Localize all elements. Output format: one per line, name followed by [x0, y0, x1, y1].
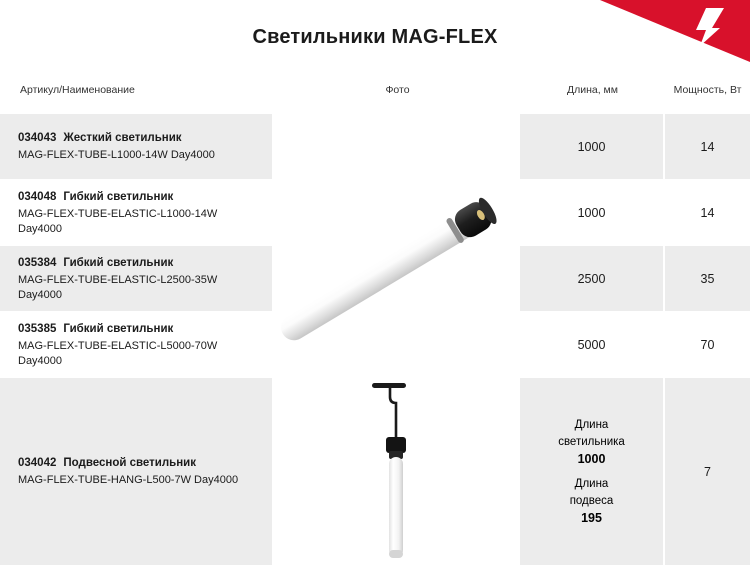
row-power-cell — [665, 180, 750, 245]
length-value-suspension: 195 — [581, 510, 602, 525]
table-header — [0, 84, 750, 114]
article-title: Гибкий светильник — [63, 256, 174, 269]
article-title: Подвесной светильник — [63, 457, 197, 469]
length-breakdown — [558, 417, 625, 527]
brand-logo — [600, 0, 750, 62]
article-title: Гибкий светильник — [63, 322, 174, 335]
row-name-cell — [0, 312, 272, 377]
table-row[interactable] — [0, 378, 750, 566]
row-name-cell — [0, 378, 272, 565]
length-label-suspension-2: подвеса — [569, 494, 614, 507]
article-code: 035385 — [18, 322, 57, 335]
row-photo-cell — [274, 312, 518, 377]
table-row[interactable] — [0, 114, 750, 180]
article-title: Гибкий светильник — [63, 190, 174, 203]
table-row[interactable] — [0, 180, 750, 246]
length-value: 1000 — [577, 139, 606, 154]
power-value: 14 — [700, 139, 715, 154]
length-value: 5000 — [577, 337, 606, 352]
row-name-cell — [0, 180, 272, 245]
length-label-fixture-2: светильника — [558, 435, 625, 448]
power-value: 7 — [704, 464, 711, 479]
table-row[interactable] — [0, 312, 750, 378]
row-photo-cell — [274, 378, 518, 565]
length-value: 1000 — [577, 205, 606, 220]
column-header-length: Длина, мм — [566, 84, 618, 96]
row-power-cell — [665, 378, 750, 565]
row-name-cell — [0, 114, 272, 179]
article-model: MAG-FLEX-TUBE-L1000-14W Day4000 — [18, 149, 215, 161]
row-photo-cell — [274, 114, 518, 179]
row-length-cell — [520, 246, 663, 311]
row-power-cell — [665, 246, 750, 311]
row-length-cell — [520, 114, 663, 179]
article-model: MAG-FLEX-TUBE-ELASTIC-L2500-35W Day4000 — [18, 273, 218, 301]
arlight-logo-icon — [684, 6, 728, 48]
row-length-cell — [520, 180, 663, 245]
row-power-cell — [665, 312, 750, 377]
power-value: 70 — [700, 337, 715, 352]
article-code: 035384 — [18, 256, 57, 269]
table-body — [0, 114, 750, 570]
length-value-fixture: 1000 — [577, 451, 606, 466]
column-header-photo: Фото — [385, 84, 410, 96]
length-label-fixture-1: Длина — [574, 418, 609, 431]
table-row[interactable] — [0, 246, 750, 312]
column-header-name: Артикул/Наименование — [20, 84, 135, 96]
row-name-cell — [0, 246, 272, 311]
article-title: Жесткий светильник — [63, 132, 182, 144]
page-title: Светильники MAG-FLEX — [252, 26, 498, 48]
article-model: MAG-FLEX-TUBE-ELASTIC-L1000-14W Day4000 — [18, 207, 218, 235]
row-power-cell — [665, 114, 750, 179]
article-model: MAG-FLEX-TUBE-HANG-L500-7W Day4000 — [18, 474, 239, 486]
row-length-cell — [520, 312, 663, 377]
column-header-power: Мощность, Вт — [673, 84, 742, 96]
row-photo-cell — [274, 180, 518, 245]
article-code: 034042 — [18, 457, 57, 469]
row-length-cell — [520, 378, 663, 565]
length-label-suspension-1: Длина — [574, 477, 609, 490]
article-model: MAG-FLEX-TUBE-ELASTIC-L5000-70W Day4000 — [18, 339, 218, 367]
article-code: 034048 — [18, 190, 57, 203]
length-value: 2500 — [577, 271, 606, 286]
row-photo-cell — [274, 246, 518, 311]
power-value: 14 — [700, 205, 715, 220]
article-code: 034043 — [18, 132, 57, 144]
power-value: 35 — [700, 271, 715, 286]
